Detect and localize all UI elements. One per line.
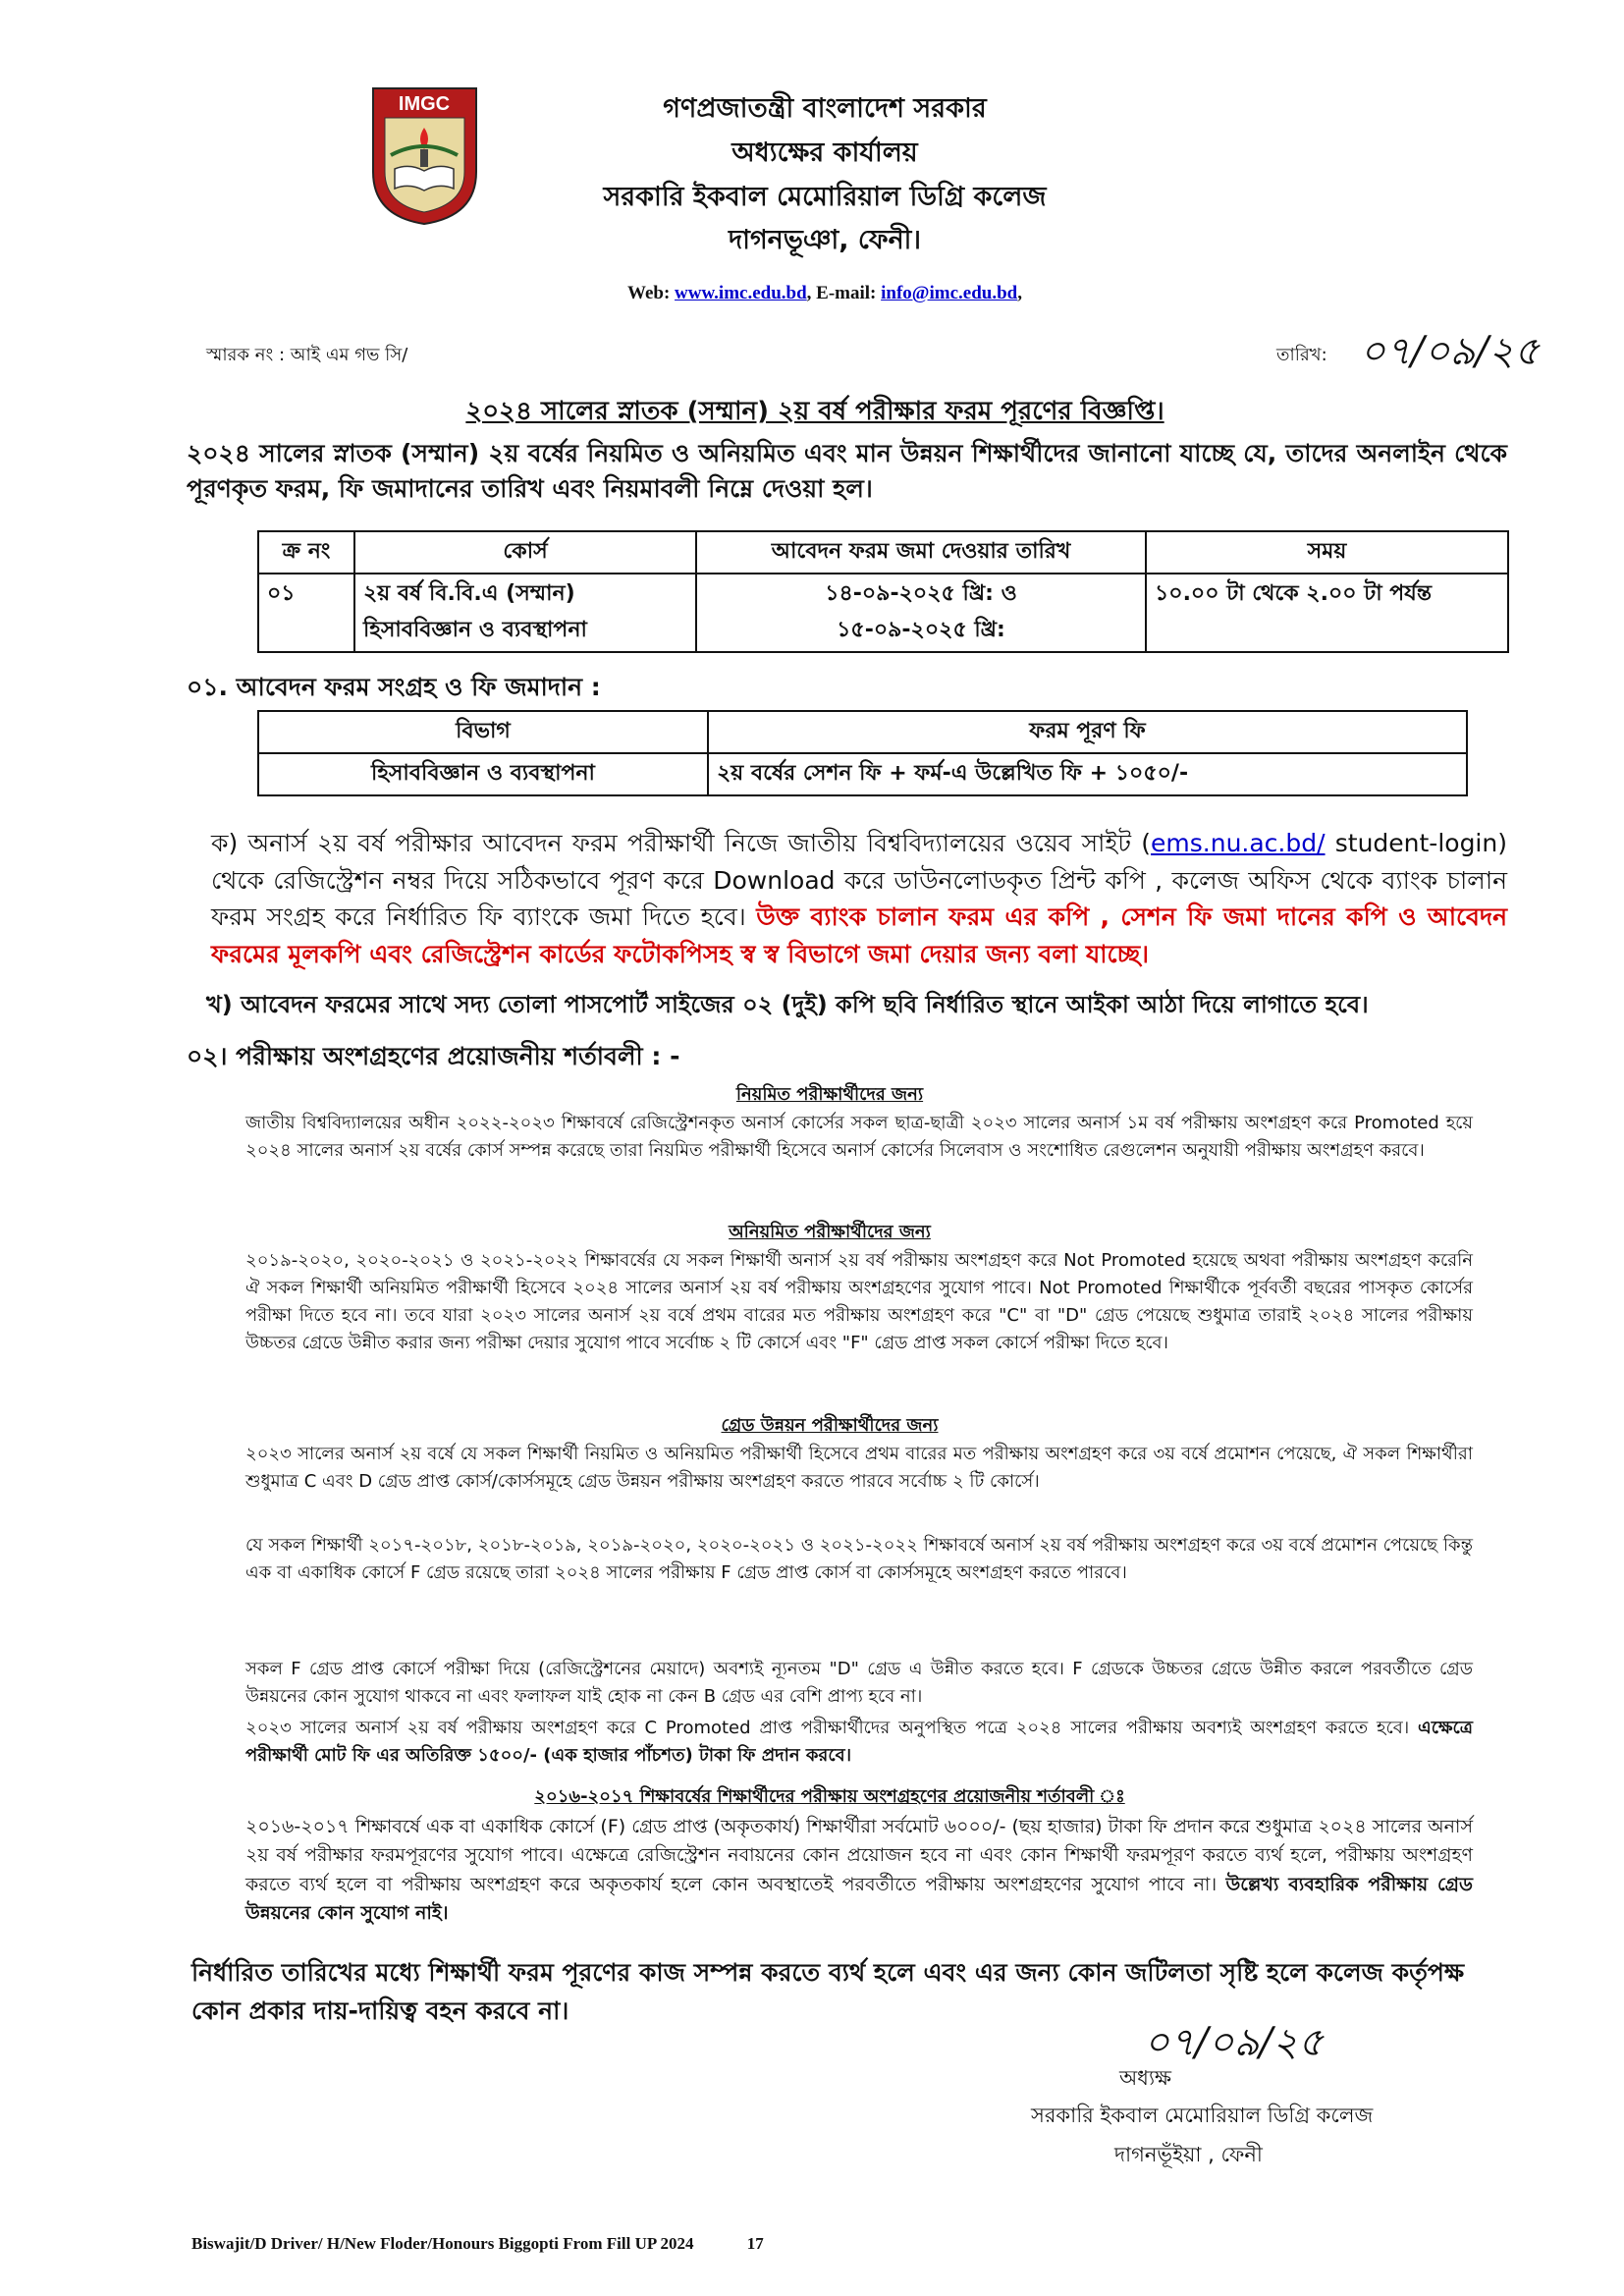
table-row: [258, 574, 1508, 652]
college-name: সরকারি ইকবাল মেমোরিয়াল ডিগ্রি কলেজ: [603, 182, 1047, 212]
schedule-header-row: [258, 531, 1508, 574]
regular-heading: [177, 1080, 1483, 1111]
signature-handwritten-date: ০৭/০৯/২৫: [1144, 2020, 1324, 2065]
instruction-kha: খ) আবেদন ফরমের সাথে সদ্য তোলা পাসপোর্ট সাইজের ০২ (দুই) কপি ছবি নির্ধারিত স্থানে আইকা আঠা দিয়ে লাগাতে হবে।: [206, 991, 1369, 1018]
session-1617-heading: [177, 1782, 1483, 1813]
cell-fee: ২য় বর্ষের সেশন ফি + ফর্ম-এ উল্লেখিত ফি + ১০৫০/-: [708, 753, 1467, 795]
contact-line: [550, 283, 1100, 304]
grade-p4: [245, 1715, 1473, 1770]
date-label: তারিখ:: [1276, 345, 1327, 365]
logo-text: IMGC: [398, 93, 451, 115]
section-2-heading: ০২। পরীক্ষায় অংশগ্রহণের প্রয়োজনীয় শর্তাবলী : -: [187, 1042, 680, 1070]
cell-serial: ০১: [258, 574, 354, 652]
col-course: কোর্স: [354, 531, 696, 574]
regular-text: জাতীয় বিশ্ববিদ্যালয়ের অধীন ২০২২-২০২৩ শিক্ষাবর্ষে রেজিস্ট্রেশনকৃত অনার্স কোর্সের সকল ছাত্র-ছাত্রী ২০২৩ সালের অনার্স ১ম বর্ষ পরীক্ষায় অংশগ্রহণ করে Promoted হয়ে ২০২৪ সালের অনার্স ২য় বর্ষের কোর্স সম্পন্ন করেছে তারা নিয়মিত পরীক্ষার্থী হিসেবে অনার্স কোর্সের সিলেবাস ও সংশোধিত রেগুলেশন অনুযায়ী পরীক্ষায় অংশগ্রহণ করবে।: [245, 1113, 1473, 1161]
signature-designation: অধ্যক্ষ: [1119, 2066, 1172, 2090]
memo-number: স্মারক নং : আই এম গভ সি/: [206, 345, 408, 365]
irregular-heading: [177, 1218, 1483, 1248]
cell-time: ১০.০০ টা থেকে ২.০০ টা পর্যন্ত: [1146, 574, 1508, 652]
date-line2: ১৫-০৯-২০২৫ খ্রি:: [837, 618, 1005, 642]
office-heading: অধ্যক্ষের কার্যালয়: [731, 137, 918, 168]
college-logo: [363, 79, 486, 226]
cell-course: [354, 574, 696, 652]
web-link[interactable]: www.imc.edu.bd: [675, 283, 807, 303]
fee-header-row: [258, 711, 1467, 753]
col-date: আবেদন ফরম জমা দেওয়ার তারিখ: [696, 531, 1146, 574]
grade-p3: সকল F গ্রেড প্রাপ্ত কোর্সে পরীক্ষা দিয়ে (রেজিস্ট্রেশনের মেয়াদে) অবশ্যই ন্যূনতম "D" গ্রেড এ উন্নীত করতে হবে। F গ্রেডকে উচ্চতর গ্রেডে উন্নীত করলে পরবর্তীতে গ্রেড উন্নয়নের কোন সুযোগ থাকবে না এবং ফলাফল যাই হোক না কেন B গ্রেড এর বেশি প্রাপ্য হবে না।: [245, 1659, 1473, 1707]
irregular-text: ২০১৯-২০২০, ২০২০-২০২১ ও ২০২১-২০২২ শিক্ষাবর্ষের যে সকল শিক্ষার্থী অনার্স ২য় বর্ষ পরীক্ষায় অংশগ্রহণ করে Not Promoted হয়েছে অথবা পরীক্ষায় অংশগ্রহণ করেনি ঐ সকল শিক্ষার্থী অনিয়মিত পরীক্ষার্থী হিসেবে ২০২৪ সালের অনার্স ২য় বর্ষ পরীক্ষায় অংশগ্রহণের সুযোগ পাবে। Not Promoted শিক্ষার্থীকে পূর্ববর্তী বছরের পাসকৃত কোর্সের পরীক্ষা দিতে হবে না। তবে যারা ২০২৩ সালের অনার্স ২য় বর্ষে প্রথম বারের মত পরীক্ষায় অংশগ্রহণ করে "C" বা "D" গ্রেড পেয়েছে শুধুমাত্র তারাই ২০২৪ সালের পরীক্ষায় উচ্চতর গ্রেডে উন্নীত করার জন্য পরীক্ষা দেয়ার সুযোগ পাবে সর্বোচ্চ ২ টি কোর্সে এবং "F" গ্রেড প্রাপ্ত সকল কোর্সে পরীক্ষা দিতে হবে।: [245, 1250, 1473, 1353]
web-label: Web:: [627, 283, 671, 303]
signature-location: দাগনভূঁইয়া , ফেনী: [1114, 2143, 1263, 2166]
notice-title-text: ২০২৪ সালের স্নাতক (সম্মান) ২য় বর্ষ পরীক্ষার ফরম পূরণের বিজ্ঞপ্তি।: [465, 397, 1164, 426]
footer-page-number: 17: [746, 2234, 764, 2253]
session-1617-text: [245, 1813, 1473, 1929]
footer-path-text: Biswajit/D Driver/ H/New Floder/Honours Biggopti From Fill UP 2024: [191, 2234, 694, 2253]
cell-date: [696, 574, 1146, 652]
notice-title: [177, 391, 1453, 434]
grade-p4-main: ২০২৩ সালের অনার্স ২য় বর্ষ পরীক্ষায় অংশগ্রহণ করে C Promoted প্রাপ্ত পরীক্ষার্থীদের অনুপস্থিত পত্রে ২০২৪ সালের পরীক্ষায় অবশ্যই অংশগ্রহণ করতে হবে।: [245, 1718, 1419, 1738]
cell-department: হিসাববিজ্ঞান ও ব্যবস্থাপনা: [258, 753, 708, 795]
nu-ems-link[interactable]: ems.nu.ac.bd/: [1151, 829, 1326, 857]
regular-heading-text: নিয়মিত পরীক্ষার্থীদের জন্য: [735, 1084, 924, 1105]
instruction-ka-red: উক্ত ব্যাংক চালান ফরম এর কপি , সেশন ফি জমা দানের কপি ও আবেদন ফরমের মূলকপি এবং রেজিস্ট্রেশন কার্ডের ফটোকপিসহ স্ব স্ব বিভাগে জমা দেয়ার জন্য বলা যাচ্ছে।: [211, 902, 1507, 968]
grade-p4-bold: এক্ষেত্রে পরীক্ষার্থী মোট ফি এর অতিরিক্ত ১৫০০/- (এক হাজার পাঁচশত) টাকা ফি প্রদান করবে।: [245, 1718, 1473, 1766]
grade-heading: [177, 1411, 1483, 1442]
course-line2: হিসাববিজ্ঞান ও ব্যবস্থাপনা: [363, 618, 587, 642]
instruction-ka-middle: student-login) থেকে রেজিস্ট্রেশন নম্বর দিয়ে সঠিকভাবে পূরণ করে Download করে ডাউনলোডকৃত প্রিন্ট কপি , কলেজ অফিস থেকে ব্যাংক চালান ফরম সংগ্রহ করে নির্ধারিত ফি ব্যাংকে জমা দিতে হবে।: [211, 829, 1507, 931]
final-note: নির্ধারিত তারিখের মধ্যে শিক্ষার্থী ফরম পূরণের কাজ সম্পন্ন করতে ব্যর্থ হলে এবং এর জন্য কোন জটিলতা সৃষ্টি হলে কলেজ কর্তৃপক্ষ কোন প্রকার দায়-দায়িত্ব বহন করবে না।: [191, 1958, 1465, 2025]
grade-heading-text: গ্রেড উন্নয়ন পরীক্ষার্থীদের জন্য: [721, 1415, 939, 1436]
section-1-heading: ০১. আবেদন ফরম সংগ্রহ ও ফি জমাদান :: [187, 673, 601, 701]
email-link[interactable]: info@imc.edu.bd: [881, 283, 1018, 303]
col-serial: ক্র নং: [258, 531, 354, 574]
govt-heading: গণপ্রজাতন্ত্রী বাংলাদেশ সরকার: [663, 93, 987, 124]
instruction-ka-prefix: ক) অনার্স ২য় বর্ষ পরীক্ষার আবেদন ফরম পরীক্ষার্থী নিজে জাতীয় বিশ্ববিদ্যালয়ের ওয়েব সাইট (: [211, 829, 1152, 857]
signature-college: সরকারি ইকবাল মেমোরিয়াল ডিগ্রি কলেজ: [1031, 2104, 1374, 2127]
footer-path: [191, 2234, 764, 2254]
grade-p1: ২০২৩ সালের অনার্স ২য় বর্ষে যে সকল শিক্ষার্থী নিয়মিত ও অনিয়মিত পরীক্ষার্থী হিসেবে প্রথম বারের মত পরীক্ষায় অংশগ্রহণ করে ৩য় বর্ষে প্রমোশন পেয়েছে, ঐ সকল শিক্ষার্থীরা শুধুমাত্র C এবং D গ্রেড প্রাপ্ত কোর্স/কোর্সসমূহে গ্রেড উন্নয়ন পরীক্ষায় অংশগ্রহণ করতে পারবে সর্বোচ্চ ২ টি কোর্সে।: [245, 1444, 1473, 1492]
college-location: দাগনভূঞা, ফেনী।: [728, 225, 922, 255]
col-fee: ফরম পূরণ ফি: [708, 711, 1467, 753]
session-1617-heading-text: ২০১৬-২০১৭ শিক্ষাবর্ষের শিক্ষার্থীদের পরীক্ষায় অংশগ্রহণের প্রয়োজনীয় শর্তাবলী ঃ: [534, 1786, 1125, 1807]
grade-p2: যে সকল শিক্ষার্থী ২০১৭-২০১৮, ২০১৮-২০১৯, ২০১৯-২০২০, ২০২০-২০২১ ও ২০২১-২০২২ শিক্ষাবর্ষে অনার্স ২য় বর্ষ পরীক্ষায় অংশগ্রহণ করে ৩য় বর্ষে প্রমোশন পেয়েছে কিন্তু এক বা একাধিক কোর্সে F গ্রেড রয়েছে তারা ২০২৪ সালের পরীক্ষায় F গ্রেড প্রাপ্ত কোর্স বা কোর্সসমূহে অংশগ্রহণ করতে পারবে।: [245, 1535, 1473, 1583]
schedule-table: [257, 530, 1509, 653]
irregular-heading-text: অনিয়মিত পরীক্ষার্থীদের জন্য: [729, 1222, 931, 1242]
col-department: বিভাগ: [258, 711, 708, 753]
email-label: , E-mail:: [806, 283, 877, 303]
email-suffix: ,: [1017, 283, 1022, 303]
session-1617-bold: উল্লেখ্য ব্যবহারিক পরীক্ষায় গ্রেড উন্নয়নের কোন সুযোগ নাই।: [245, 1873, 1473, 1925]
col-time: সময়: [1146, 531, 1508, 574]
fee-table: [257, 710, 1468, 796]
session-1617-main: ২০১৬-২০১৭ শিক্ষাবর্ষে এক বা একাধিক কোর্সে (F) গ্রেড প্রাপ্ত (অকৃতকার্য) শিক্ষার্থীরা সর্বমোট ৬০০০/- (ছয় হাজার) টাকা ফি প্রদান করে শুধুমাত্র ২০২৪ সালের অনার্স ২য় বর্ষ পরীক্ষার ফরমপূরণের সুযোগ পাবে। এক্ষেত্রে রেজিস্ট্রেশন নবায়নের কোন প্রয়োজন হবে না এবং কোন শিক্ষার্থী ফরমপূরণ করতে ব্যর্থ হলে, পরীক্ষায় অংশগ্রহণ করতে ব্যর্থ হলে বা পরীক্ষায় অংশগ্রহণ করে অকৃতকার্য হলে কোন অবস্থাতেই পরবর্তীতে পরীক্ষায় অংশগ্রহণের সুযোগ পাবে না।: [245, 1816, 1473, 1895]
course-line1: ২য় বর্ষ বি.বি.এ (সম্মান): [363, 581, 575, 606]
date-line1: ১৪-০৯-২০২৫ খ্রি: ও: [825, 581, 1017, 606]
table-row: [258, 753, 1467, 795]
handwritten-date: ০৭/০৯/২৫: [1360, 329, 1540, 374]
instruction-ka: [211, 825, 1507, 972]
intro-paragraph: ২০২৪ সালের স্নাতক (সম্মান) ২য় বর্ষের নিয়মিত ও অনিয়মিত এবং মান উন্নয়ন শিক্ষার্থীদের জানানো যাচ্ছে যে, তাদের অনলাইন থেকে পূরণকৃত ফরম, ফি জমাদানের তারিখ এবং নিয়মাবলী নিম্নে দেওয়া হল।: [187, 439, 1507, 504]
